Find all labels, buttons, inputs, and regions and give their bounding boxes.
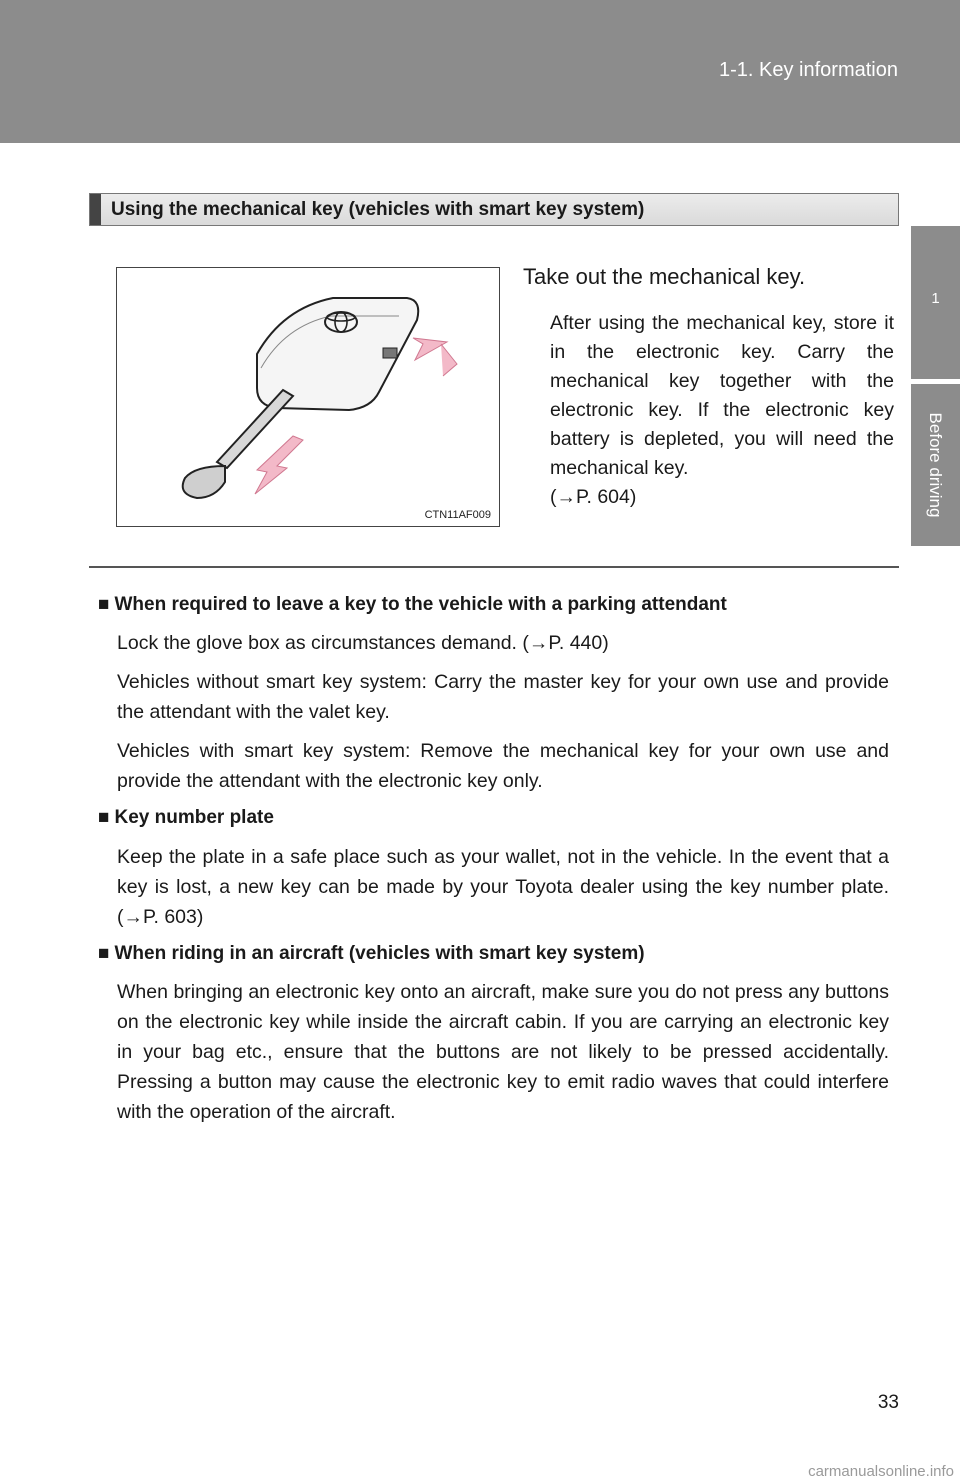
page-number: 33 <box>877 1392 899 1413</box>
mechanical-key-head <box>183 466 225 498</box>
note-paragraph: When bringing an electronic key onto an aircraft, make sure you do not press any buttons on the electronic key while inside the aircraft cabin. If you are carrying an electronic key in your bag etc., ensure that the buttons are not likely to be pressed accidentally. Pressing a button may cause the electronic key to emit radio waves that could interfere with the operation of the aircraft. <box>117 981 889 1123</box>
square-bullet-icon: ■ <box>98 594 110 615</box>
note-paragraph: Vehicles without smart key system: Carry the master key for your own use and provide the attendant with the valet key. <box>117 671 889 723</box>
section-marker <box>90 194 101 225</box>
note-paragraph: Vehicles with smart key system: Remove the mechanical key for your own use and provide the attendant with the electronic key only. <box>117 740 889 792</box>
pull-arrow-icon <box>255 436 303 494</box>
press-arrow-icon <box>413 338 457 376</box>
square-bullet-icon: ■ <box>98 807 110 828</box>
note-heading-text: When riding in an aircraft (vehicles with smart key system) <box>114 943 645 964</box>
step-title: Take out the mechanical key. <box>523 264 806 289</box>
watermark: carmanualsonline.info <box>808 1463 954 1480</box>
step-reference: (→P. 604) <box>550 486 637 508</box>
note-heading-parking-attendant <box>98 594 727 616</box>
note-heading-aircraft <box>98 943 645 965</box>
breadcrumb: 1-1. Key information <box>719 59 898 81</box>
chapter-tab-number <box>911 226 960 379</box>
figure-code: CTN11AF009 <box>424 509 491 521</box>
release-button <box>383 348 397 358</box>
note-heading-text: Key number plate <box>114 807 274 828</box>
section-title: Using the mechanical key (vehicles with smart key system) <box>111 199 645 220</box>
chapter-number: 1 <box>931 290 940 307</box>
note-paragraph: Keep the plate in a safe place such as your wallet, not in the vehicle. In the event that a key is lost, a new key can be made by your Toyota dealer using the key number plate. (→P. 603) <box>117 846 889 928</box>
square-bullet-icon: ■ <box>98 943 110 964</box>
note-heading-text: When required to leave a key to the vehicle with a parking attendant <box>114 594 727 615</box>
section-divider <box>89 566 899 568</box>
note-paragraph: Lock the glove box as circumstances demand. (→P. 440) <box>117 632 609 654</box>
section-header <box>89 193 899 226</box>
step-body-text: After using the mechanical key, store it in the electronic key. Carry the mechanical key together with the electronic key. If the electronic key battery is depleted, you will need the mechanical key. <box>550 312 894 479</box>
key-illustration <box>116 267 500 527</box>
chapter-tab-label <box>911 384 960 546</box>
page-header-bar <box>0 0 960 143</box>
chapter-label: Before driving <box>926 412 945 518</box>
note-heading-key-number-plate <box>98 807 274 829</box>
smart-key-drawing <box>117 268 499 526</box>
step-body <box>550 309 894 512</box>
